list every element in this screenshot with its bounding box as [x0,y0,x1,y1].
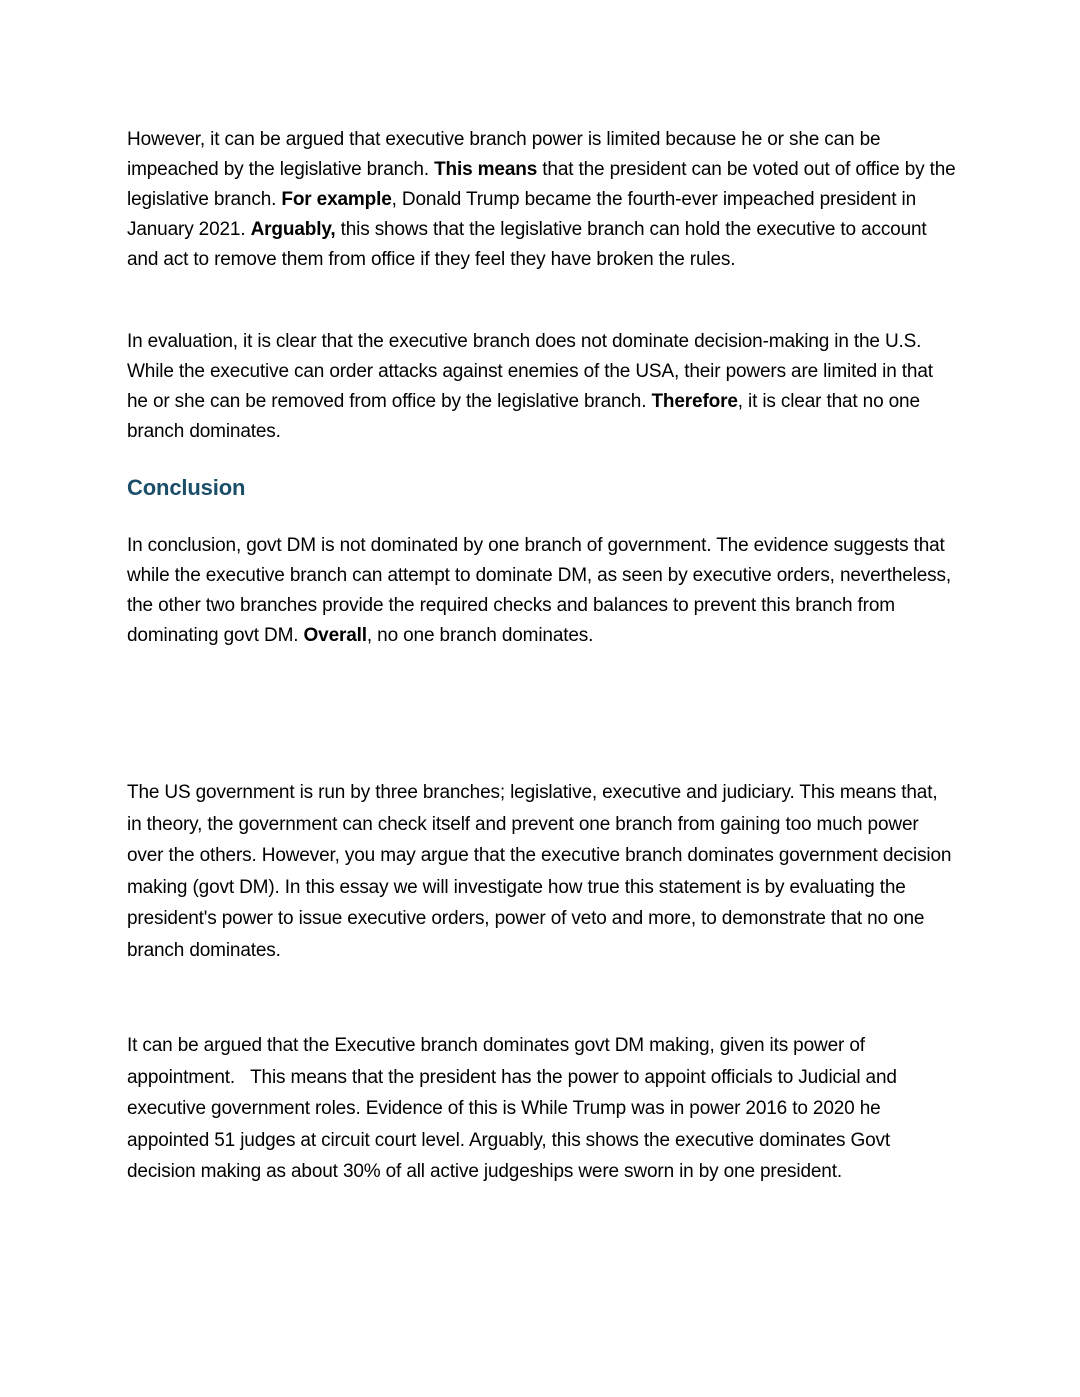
section-heading-conclusion: Conclusion [127,475,246,500]
text: that the president can be voted out of office by the legislative branch. [127,159,956,210]
paragraph-introduction: The US government is run by three branches; legislative, executive and judiciary. This means that, in theory, the government can check itself and prevent one branch from gaining too much power over the others. However, you may argue that the executive branch dominates government decision making (govt DM). In this essay we will investigate how true this statement is by evaluating the president's power to issue executive orders, power of veto and more, to demonstrate that no one branch dominates. [127,782,952,961]
text: , Donald Trump became the fourth-ever impeached president in January 2021. [127,189,917,240]
paragraph-evaluation [127,327,957,447]
bold-connective: Therefore [651,391,738,412]
paragraph-conclusion [127,531,957,651]
text: In conclusion, govt DM is not dominated by one branch of government. The evidence suggests that while the executive branch can attempt to dominate DM, as seen by executive orders, nevertheless, the other two branches provide the required checks and balances to prevent this branch from dominating govt DM. [127,535,952,646]
paragraph-appointment: It can be argued that the Executive branch dominates govt DM making, given its power of appointment. This means that the president has the power to appoint officials to Judicial and executive government roles. Evidence of this is While Trump was in power 2016 to 2020 he appointed 51 judges at circuit court level. Arguably, this shows the executive dominates Govt decision making as about 30% of all active judgeships were sworn in by one president. [127,1035,897,1182]
bold-connective: This means [434,159,538,180]
text: , it is clear that no one branch dominates. [127,391,920,442]
paragraph-impeachment [127,125,957,275]
text: this shows that the legislative branch can hold the executive to account and act to remove them from office if they feel they have broken the rules. [127,219,927,270]
bold-connective: Arguably, [250,219,336,240]
bold-connective: Overall [303,625,367,646]
bold-connective: For example [281,189,392,210]
text: , no one branch dominates. [366,625,594,646]
text: However, it can be argued that executive branch power is limited because he or she can be impeached by the legislative branch. [127,129,881,180]
text: In evaluation, it is clear that the executive branch does not dominate decision-making in the U.S. While the executive can order attacks against enemies of the USA, their powers are limited in that he or she can be removed from office by the legislative branch. [127,331,933,412]
